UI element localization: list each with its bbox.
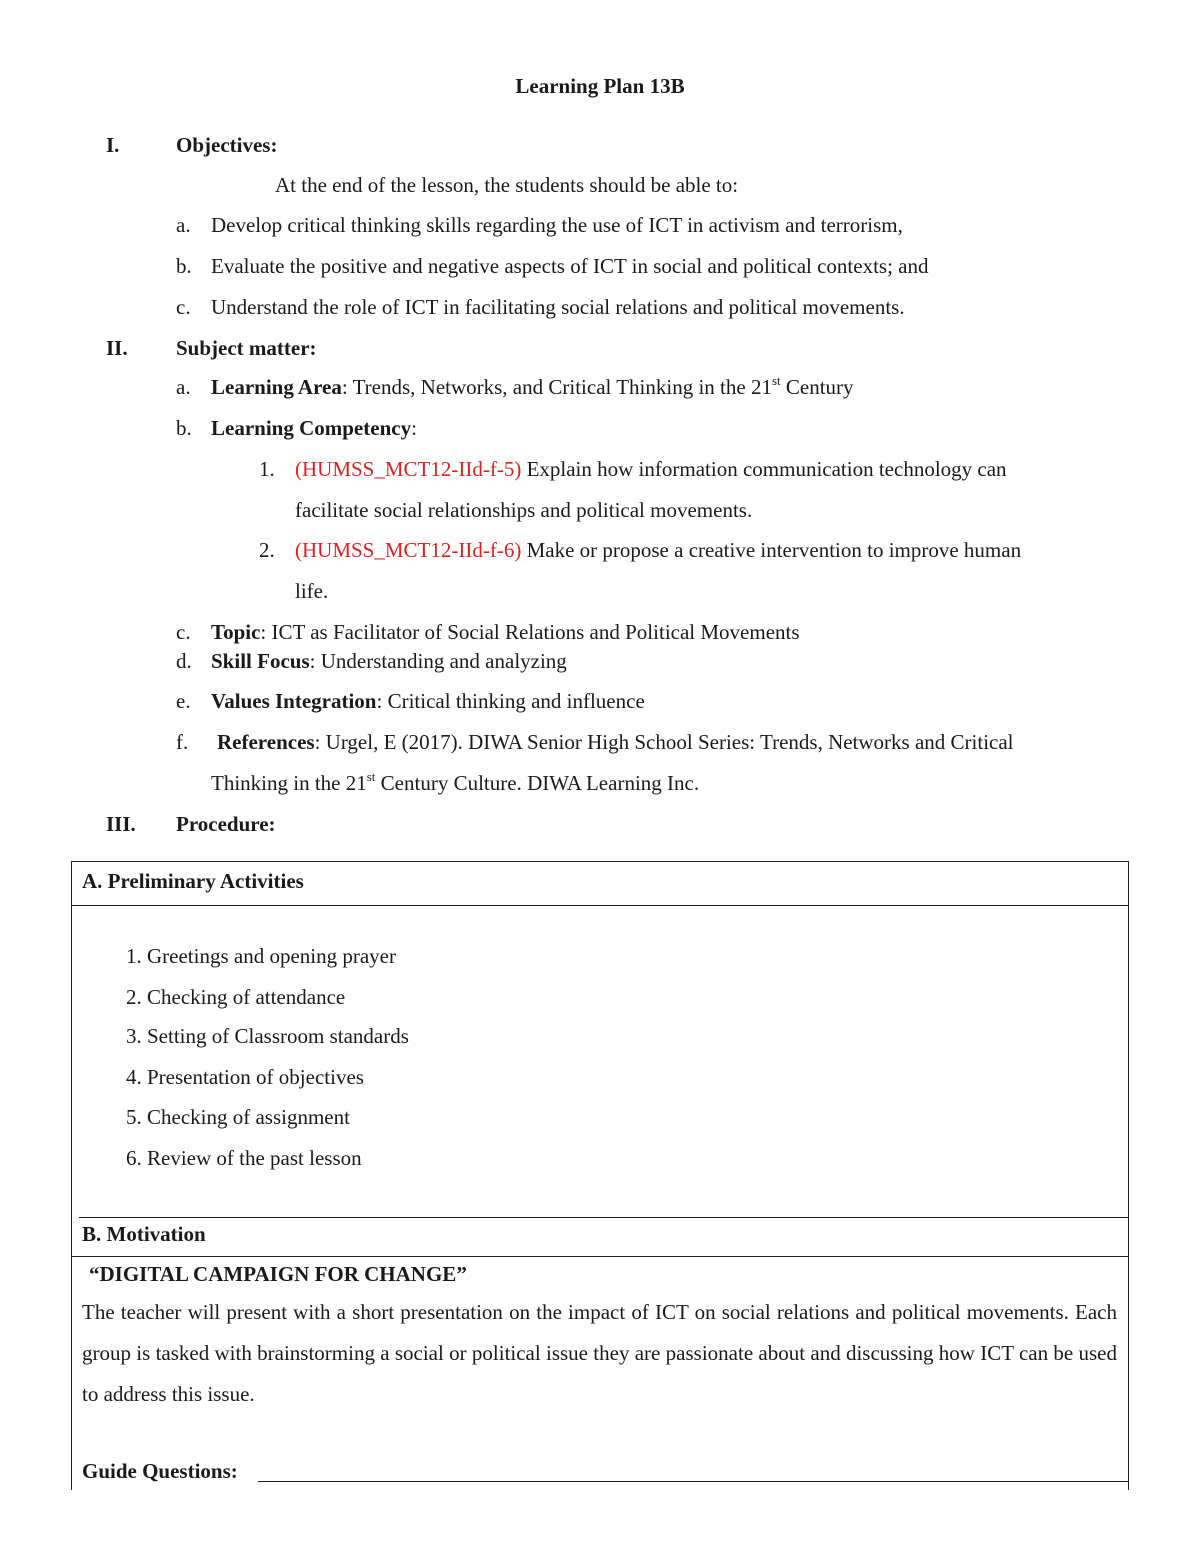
guide-questions-underline — [258, 1481, 1129, 1482]
item-letter: e. — [176, 689, 191, 713]
competency-colon: : — [411, 416, 417, 440]
motivation-paragraph: The teacher will present with a short presentation on the impact of ICT on social relations and political movements. Each group is tasked with brainstorming a social or political issue they are passionate about and discussing how ICT can be used to address this issue. — [82, 1300, 1117, 1406]
values-label: Values Integration — [211, 689, 377, 713]
competency-line — [211, 416, 417, 441]
objective-letter: c. — [176, 295, 191, 319]
section-numeral-procedure: III. — [106, 812, 136, 836]
item-letter: f. — [176, 730, 189, 754]
topic-label: Topic — [211, 620, 261, 644]
skill-focus-text: : Understanding and analyzing — [309, 649, 567, 673]
references-line — [217, 730, 1014, 755]
motivation-heading: B. Motivation — [82, 1222, 206, 1246]
list-item: 3. Setting of Classroom standards — [126, 1024, 409, 1048]
competency-label: Learning Competency — [211, 416, 412, 440]
table-border-left — [71, 861, 72, 1490]
topic-text: : ICT as Facilitator of Social Relations and Political Movements — [260, 620, 800, 644]
competency-number: 1. — [259, 457, 275, 481]
values-text: : Critical thinking and influence — [376, 689, 645, 713]
item-letter: d. — [176, 649, 192, 673]
values-line — [211, 689, 645, 714]
table-border-top — [71, 861, 1129, 862]
learning-area-text: : Trends, Networks, and Critical Thinking in the 21 — [341, 375, 772, 399]
competency-text: Explain how information communication technology can — [521, 457, 1007, 481]
table-row-divider — [71, 905, 1129, 906]
objectives-heading: Objectives: — [176, 133, 278, 157]
references-text: : Urgel, E (2017). DIWA Senior High School Series: Trends, Networks and Critical — [314, 730, 1014, 754]
list-item: 5. Checking of assignment — [126, 1105, 350, 1129]
objective-text: Evaluate the positive and negative aspects of ICT in social and political contexts; and — [211, 254, 929, 278]
skill-focus-line — [211, 649, 567, 674]
item-letter: a. — [176, 375, 191, 399]
learning-area-line — [211, 375, 854, 400]
list-item: 6. Review of the past lesson — [126, 1146, 362, 1170]
competency-code: (HUMSS_MCT12-IId-f-6) — [295, 538, 522, 562]
page-title: Learning Plan 13B — [515, 74, 685, 98]
competency-text-cont: facilitate social relationships and political movements. — [295, 498, 753, 522]
skill-focus-label: Skill Focus — [211, 649, 310, 673]
topic-line — [211, 620, 800, 645]
competency-code: (HUMSS_MCT12-IId-f-5) — [295, 457, 522, 481]
section-numeral-subject: II. — [106, 336, 128, 360]
activity-title: “DIGITAL CAMPAIGN FOR CHANGE” — [89, 1262, 467, 1286]
preliminary-activities-heading: A. Preliminary Activities — [82, 869, 304, 893]
table-row-divider — [71, 1256, 1129, 1257]
table-row-divider — [79, 1217, 1129, 1218]
item-letter: c. — [176, 620, 191, 644]
guide-questions-label: Guide Questions: — [82, 1459, 238, 1483]
references-text-end: Century Culture. DIWA Learning Inc. — [375, 771, 700, 795]
item-letter: b. — [176, 416, 192, 440]
competency-number: 2. — [259, 538, 275, 562]
objective-text: Understand the role of ICT in facilitating social relations and political movements. — [211, 295, 905, 319]
list-item: 1. Greetings and opening prayer — [126, 944, 396, 968]
competency-item — [295, 538, 1021, 563]
objectives-intro: At the end of the lesson, the students should be able to: — [275, 173, 739, 197]
competency-text-cont: life. — [295, 579, 329, 603]
references-text-cont: Thinking in the 21 — [211, 771, 367, 795]
references-label: References — [217, 730, 315, 754]
section-numeral-objectives: I. — [106, 133, 120, 157]
objective-letter: b. — [176, 254, 192, 278]
list-item: 2. Checking of attendance — [126, 985, 346, 1009]
superscript: st — [366, 769, 376, 784]
objective-text: Develop critical thinking skills regarding the use of ICT in activism and terrorism, — [211, 213, 903, 237]
procedure-heading: Procedure: — [176, 812, 276, 836]
references-line-2 — [211, 771, 699, 796]
learning-area-label: Learning Area — [211, 375, 342, 399]
superscript: st — [771, 373, 781, 388]
table-border-right — [1128, 861, 1129, 1490]
learning-area-text-end: Century — [780, 375, 854, 399]
subject-matter-heading: Subject matter: — [176, 336, 317, 360]
competency-text: Make or propose a creative intervention to improve human — [521, 538, 1022, 562]
objective-letter: a. — [176, 213, 191, 237]
list-item: 4. Presentation of objectives — [126, 1065, 364, 1089]
competency-item — [295, 457, 1007, 482]
